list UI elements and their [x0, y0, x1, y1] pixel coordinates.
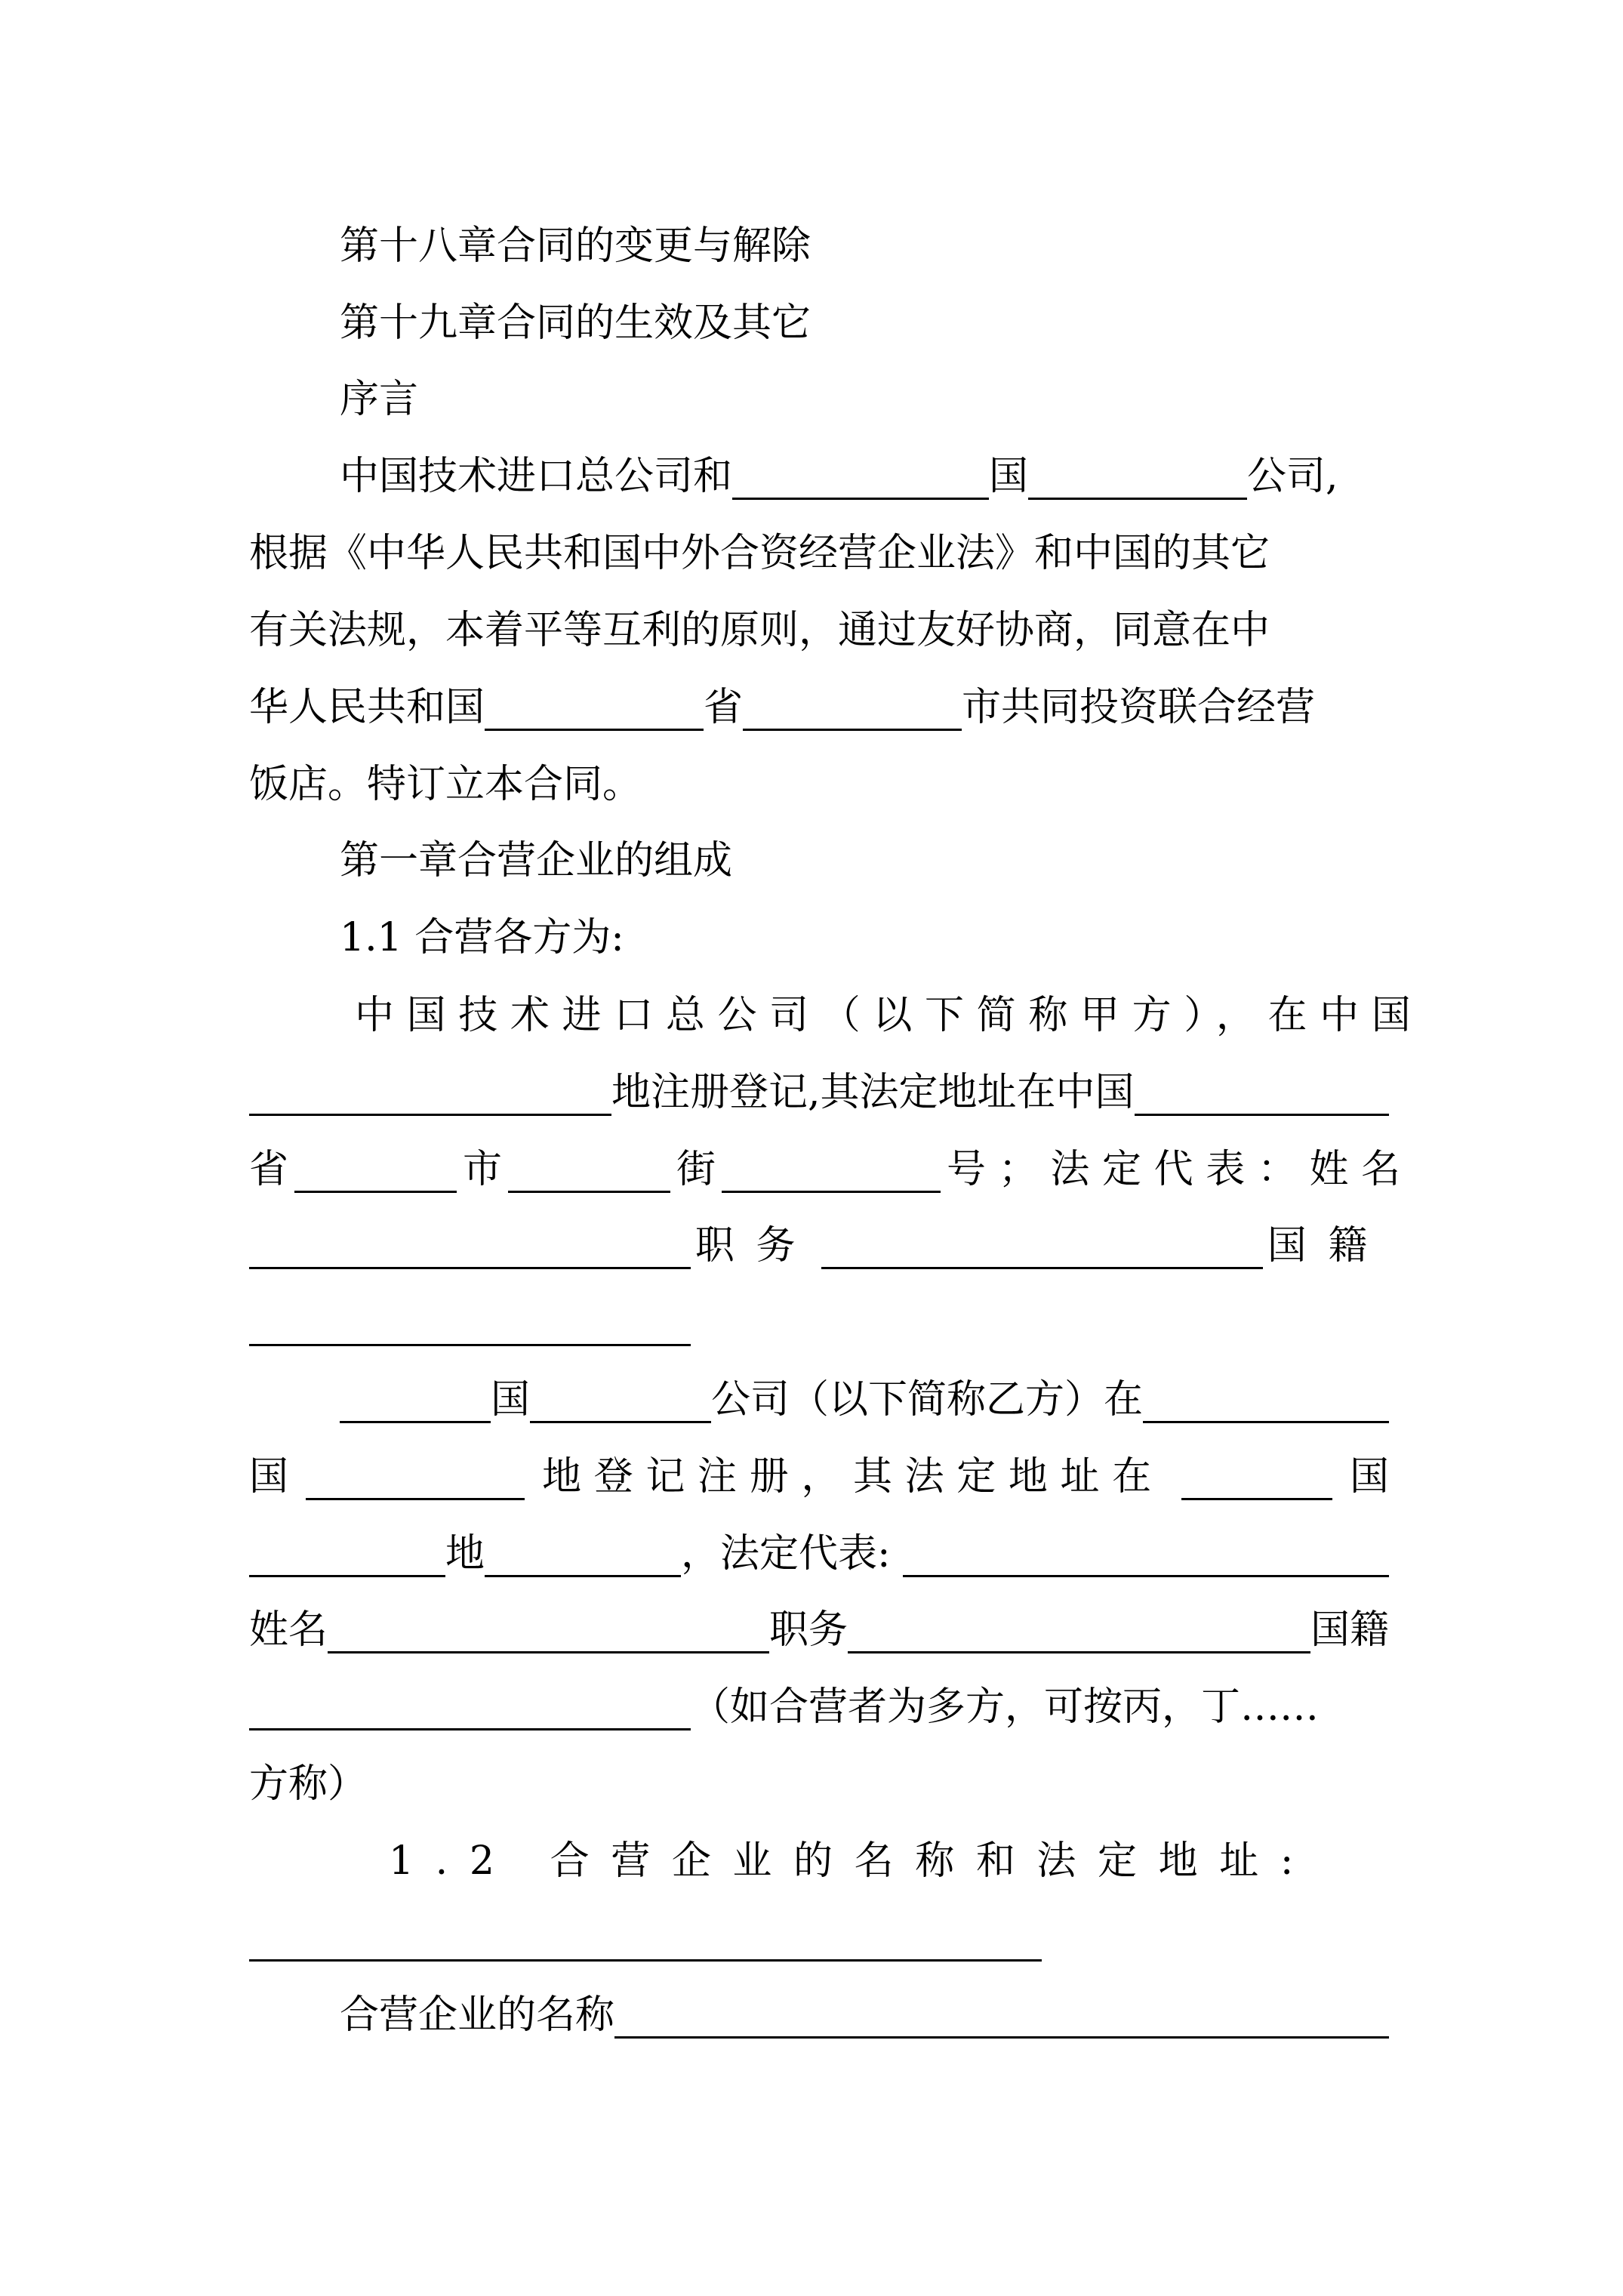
party-b-text: 公司（以下简称乙方）在: [711, 1377, 1144, 1422]
blank-field[interactable]: [732, 454, 989, 500]
toc-chapter-19-text: 第十九章合同的生效及其它: [340, 300, 812, 346]
section-1-2-blank-line: [249, 1899, 1389, 1977]
party-b-text: 国籍: [1310, 1607, 1389, 1653]
party-b-text: 地登记注册，其法定地址在: [542, 1454, 1164, 1499]
jv-name-field[interactable]: [614, 1992, 1389, 2039]
blank-field[interactable]: [249, 1684, 691, 1730]
party-b-text: 姓名: [249, 1607, 328, 1653]
preface-line-1: [340, 437, 1389, 516]
party-b-line-1: [340, 1361, 1389, 1439]
blank-field[interactable]: [508, 1147, 670, 1193]
blank-field[interactable]: [1028, 454, 1247, 500]
party-a-text: 职务: [694, 1223, 818, 1268]
party-b-line-5: [249, 1668, 1389, 1746]
blank-field[interactable]: [249, 1300, 691, 1346]
preface-line-2: [249, 514, 1389, 593]
section-1-2: [389, 1822, 1389, 1900]
party-b-line-3: [249, 1515, 1389, 1593]
preface-text: 公司,: [1247, 454, 1338, 499]
party-b-line-2: [249, 1438, 1389, 1516]
party-b-text: 方称）: [249, 1761, 368, 1807]
preface-line-4: [249, 668, 1389, 747]
section-1-1: [340, 898, 1389, 977]
party-b-text: 地: [445, 1531, 485, 1576]
preface-text: 饭店。特订立本合同。: [249, 762, 642, 807]
preface-text: 有关法规，本着平等互利的原则，通过友好协商，同意在中: [249, 608, 1270, 653]
party-b-line-6: [249, 1745, 1389, 1823]
party-a-line-4: [249, 1207, 1389, 1285]
blank-field[interactable]: [485, 1531, 681, 1577]
blank-field[interactable]: [249, 1915, 1042, 1962]
chapter-1-title: [340, 821, 1389, 900]
party-a-text: 市: [463, 1147, 503, 1192]
blank-field[interactable]: [249, 1070, 611, 1116]
blank-field[interactable]: [249, 1223, 691, 1269]
chapter-title-text: 第一章合营企业的组成: [340, 838, 733, 883]
blank-field[interactable]: [1181, 1454, 1332, 1500]
party-a-text: 中国技术进口总公司（以下简称甲方），在中国: [355, 993, 1424, 1038]
blank-field[interactable]: [294, 1147, 457, 1193]
party-a-text: 国籍: [1267, 1223, 1389, 1268]
party-a-text: 省: [249, 1147, 289, 1192]
section-text: 1.2 合营企业的名称和法定地址:: [389, 1838, 1315, 1884]
toc-chapter-18-text: 第十八章合同的变更与解除: [340, 223, 812, 269]
blank-field[interactable]: [306, 1454, 525, 1500]
preface-text: 根据《中华人民共和国中外合资经营企业法》和中国的其它: [249, 531, 1270, 576]
party-a-text: 街: [676, 1147, 716, 1192]
preface-text: 华人民共和国: [249, 685, 485, 730]
blank-field[interactable]: [1143, 1377, 1389, 1423]
toc-chapter-18: [340, 207, 1389, 285]
blank-field[interactable]: [1135, 1070, 1389, 1116]
party-a-line-5: [249, 1284, 1389, 1362]
party-a-line-3: [249, 1130, 1413, 1209]
preface-text: 国: [989, 454, 1029, 499]
blank-field[interactable]: [340, 1377, 491, 1423]
party-a-line-2: [249, 1053, 1389, 1132]
preface-text: 省: [704, 685, 744, 730]
blank-field[interactable]: [848, 1607, 1310, 1653]
jv-name-label: 合营企业的名称: [340, 1992, 615, 2038]
preface-text: 中国技术进口总公司和: [340, 454, 733, 499]
party-a-line-1: [355, 976, 1424, 1055]
blank-field[interactable]: [821, 1223, 1263, 1269]
preface-text: 市共同投资联合经营: [962, 685, 1316, 730]
blank-field[interactable]: [485, 685, 704, 731]
jv-name-line: [340, 1976, 1389, 2054]
party-b-line-4: [249, 1591, 1389, 1669]
party-b-text: 职务: [769, 1607, 848, 1653]
blank-field[interactable]: [328, 1607, 769, 1653]
blank-field[interactable]: [743, 685, 962, 731]
party-b-text: 国: [249, 1454, 289, 1499]
party-b-text: ，法定代表:: [681, 1531, 891, 1576]
section-text: 1.1 合营各方为:: [340, 915, 624, 960]
preface-line-3: [249, 591, 1389, 670]
preface-title-text: 序言: [340, 377, 419, 422]
party-b-text: （如合营者为多方，可按丙，丁……: [691, 1684, 1320, 1730]
party-a-text: 号；法定代表：姓名: [947, 1147, 1413, 1192]
preface-line-5: [249, 745, 1389, 824]
blank-field[interactable]: [530, 1377, 711, 1423]
blank-field[interactable]: [903, 1531, 1389, 1577]
party-a-text: 地注册登记,其法定地址在中国: [611, 1070, 1135, 1115]
party-b-text: 国: [491, 1377, 531, 1422]
toc-chapter-19: [340, 284, 1389, 362]
party-b-text: 国: [1349, 1454, 1389, 1499]
blank-field[interactable]: [722, 1147, 941, 1193]
preface-title: [340, 360, 1389, 439]
blank-field[interactable]: [249, 1531, 445, 1577]
